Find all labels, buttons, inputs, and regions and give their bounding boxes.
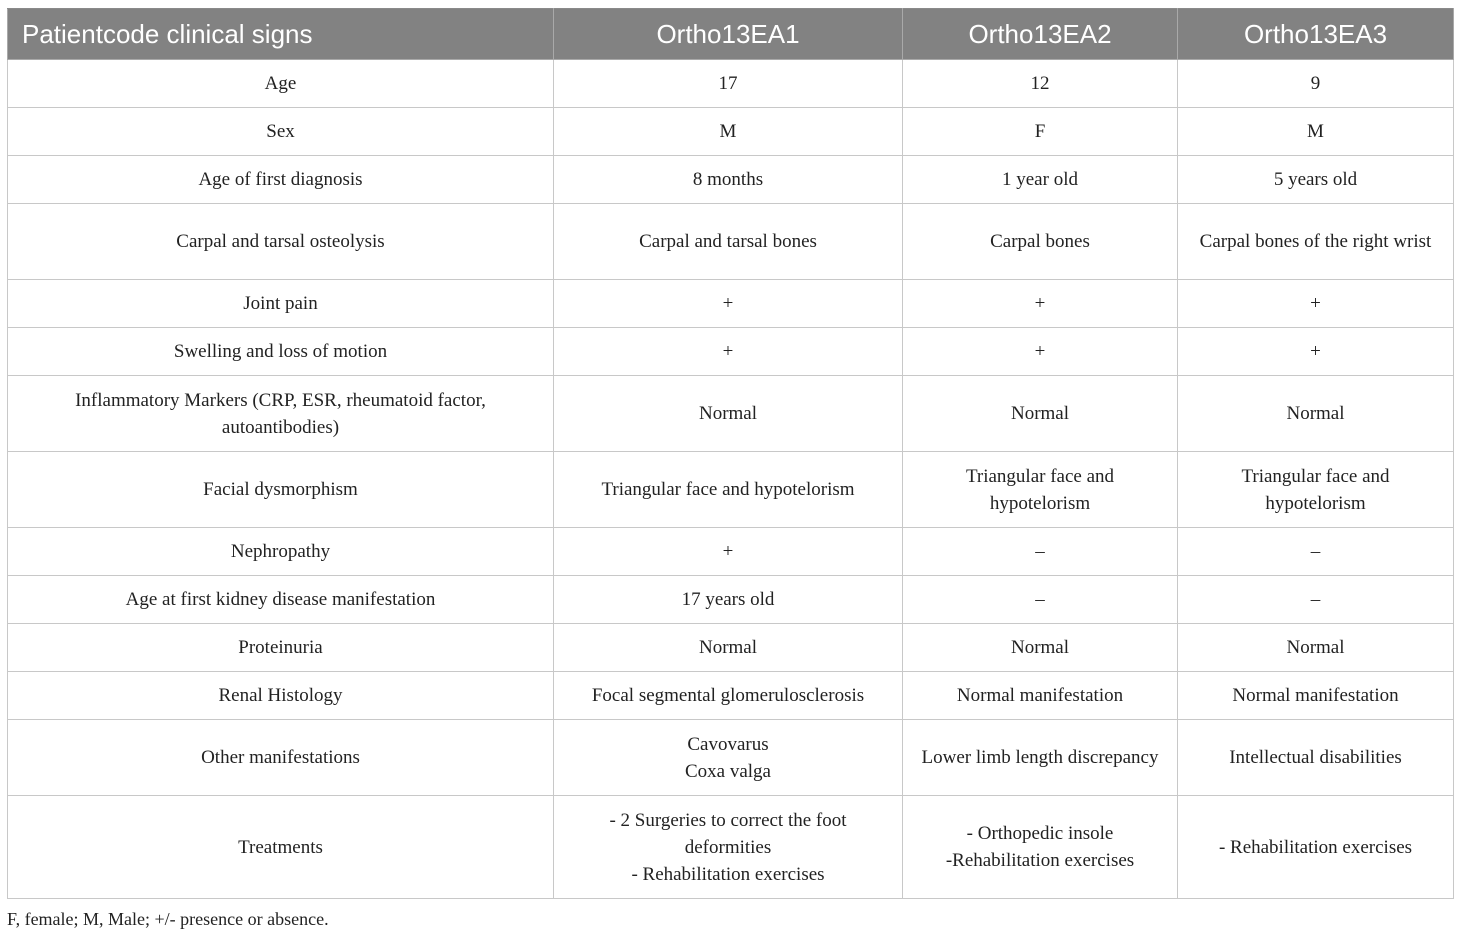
cell-text: Carpal bones [990,231,1090,252]
row-label: Treatments [8,796,554,899]
cell-text: – [1035,589,1045,610]
cell-text: Cavovarus [687,733,769,755]
cell-patient-3 [1178,156,1454,204]
cell-text: Carpal and tarsal bones [639,231,817,252]
table-row [8,796,1454,899]
table-row [8,156,1454,204]
table-row [8,280,1454,328]
cell-text: F [1034,121,1046,142]
row-label: Proteinuria [8,624,554,672]
cell-patient-3 [1178,376,1454,452]
cell-text: -Rehabilitation exercises [945,850,1135,871]
cell-patient-2 [903,376,1178,452]
cell-patient-1 [554,328,903,376]
row-label: Age [8,60,554,108]
table-row [8,576,1454,624]
cell-text: + [722,541,734,562]
cell-text: M [1307,121,1324,142]
cell-patient-2 [903,328,1178,376]
cell-patient-3 [1178,624,1454,672]
cell-text: 5 years old [1273,169,1358,190]
row-label: Nephropathy [8,528,554,576]
cell-text: - 2 Surgeries to correct the foot deformities [609,809,847,858]
cell-text: + [1034,341,1046,362]
row-label: Joint pain [8,280,554,328]
cell-patient-3 [1178,672,1454,720]
cell-patient-1 [554,280,903,328]
cell-patient-3 [1178,60,1454,108]
cell-text: Carpal bones of the right wrist [1199,231,1432,252]
cell-text: - Rehabilitation exercises [1218,836,1413,858]
row-label: Renal Histology [8,672,554,720]
table-row [8,328,1454,376]
row-label: Swelling and loss of motion [8,328,554,376]
cell-patient-2 [903,60,1178,108]
cell-patient-1 [554,156,903,204]
cell-text: Normal [1286,637,1345,658]
row-label: Carpal and tarsal osteolysis [8,204,554,280]
cell-patient-2 [903,156,1178,204]
table-body [8,60,1454,899]
table-footnote: F, female; M, Male; +/- presence or absence. [7,909,329,929]
cell-text: Normal [1286,403,1345,424]
cell-patient-1 [554,576,903,624]
cell-patient-2 [903,672,1178,720]
cell-patient-2 [903,280,1178,328]
table-row [8,452,1454,528]
cell-text: 8 months [692,169,764,190]
cell-patient-1 [554,528,903,576]
cell-text: Triangular face and hypotelorism [601,479,855,500]
table-row [8,528,1454,576]
cell-patient-2 [903,576,1178,624]
cell-patient-2 [903,108,1178,156]
cell-patient-3 [1178,720,1454,796]
row-label: Sex [8,108,554,156]
table-row [8,376,1454,452]
cell-patient-1 [554,108,903,156]
row-label: Facial dysmorphism [8,452,554,528]
cell-text: Intellectual disabilities [1229,747,1402,768]
cell-text: + [1310,341,1321,362]
row-label: Inflammatory Markers (CRP, ESR, rheumatoid factor, autoantibodies) [8,376,554,452]
cell-text: M [719,121,737,142]
cell-patient-1 [554,60,903,108]
cell-text: – [1310,589,1321,610]
cell-patient-3 [1178,328,1454,376]
cell-text: Normal manifestation [956,685,1124,706]
clinical-signs-table [7,8,1454,899]
cell-text: Normal [1010,403,1070,424]
cell-text: Normal [698,637,758,658]
cell-patient-2 [903,204,1178,280]
cell-patient-1 [554,204,903,280]
table-row [8,60,1454,108]
header-patient-1: Ortho13EA1 [554,9,903,60]
cell-text: Triangular face and hypotelorism [965,465,1115,514]
cell-patient-3 [1178,280,1454,328]
cell-text: Normal [698,403,758,424]
cell-patient-1 [554,796,903,899]
table-row [8,624,1454,672]
cell-text: Coxa valga [684,760,771,782]
cell-text: + [1310,293,1321,314]
cell-text: + [722,341,734,362]
cell-patient-1 [554,452,903,528]
cell-text: 17 years old [681,589,775,610]
row-label: Age of first diagnosis [8,156,554,204]
cell-text: Lower limb length discrepancy [921,747,1159,768]
clinical-signs-table-container [7,8,1453,899]
cell-text: + [1034,293,1046,314]
cell-patient-2 [903,528,1178,576]
cell-patient-1 [554,376,903,452]
cell-patient-3 [1178,452,1454,528]
cell-text: 12 [1030,73,1050,94]
cell-text: – [1310,541,1321,562]
cell-text: 17 [718,73,738,94]
cell-patient-2 [903,720,1178,796]
cell-text: – [1035,541,1045,562]
cell-text: Focal segmental glomerulosclerosis [591,685,865,706]
cell-text: Triangular face and hypotelorism [1241,465,1390,514]
cell-text: 1 year old [1002,169,1078,190]
cell-text: + [722,293,734,314]
table-row [8,672,1454,720]
cell-patient-2 [903,452,1178,528]
cell-text: - Rehabilitation exercises [631,863,825,885]
table-row [8,204,1454,280]
table-header-row [8,9,1454,60]
cell-text: Normal manifestation [1232,685,1399,706]
cell-text: - Orthopedic insole [966,823,1114,844]
header-patient-3: Ortho13EA3 [1178,9,1454,60]
cell-patient-3 [1178,576,1454,624]
cell-text: Normal [1010,637,1070,658]
row-label: Other manifestations [8,720,554,796]
row-label: Age at first kidney disease manifestation [8,576,554,624]
cell-patient-2 [903,796,1178,899]
cell-patient-1 [554,672,903,720]
header-patient-2: Ortho13EA2 [903,9,1178,60]
header-clinical-signs: Patientcode clinical signs [8,9,554,60]
table-row [8,720,1454,796]
table-row [8,108,1454,156]
cell-patient-1 [554,720,903,796]
cell-patient-3 [1178,108,1454,156]
cell-patient-3 [1178,204,1454,280]
cell-patient-2 [903,624,1178,672]
cell-patient-3 [1178,528,1454,576]
cell-text: 9 [1310,73,1321,94]
cell-patient-3 [1178,796,1454,899]
cell-patient-1 [554,624,903,672]
